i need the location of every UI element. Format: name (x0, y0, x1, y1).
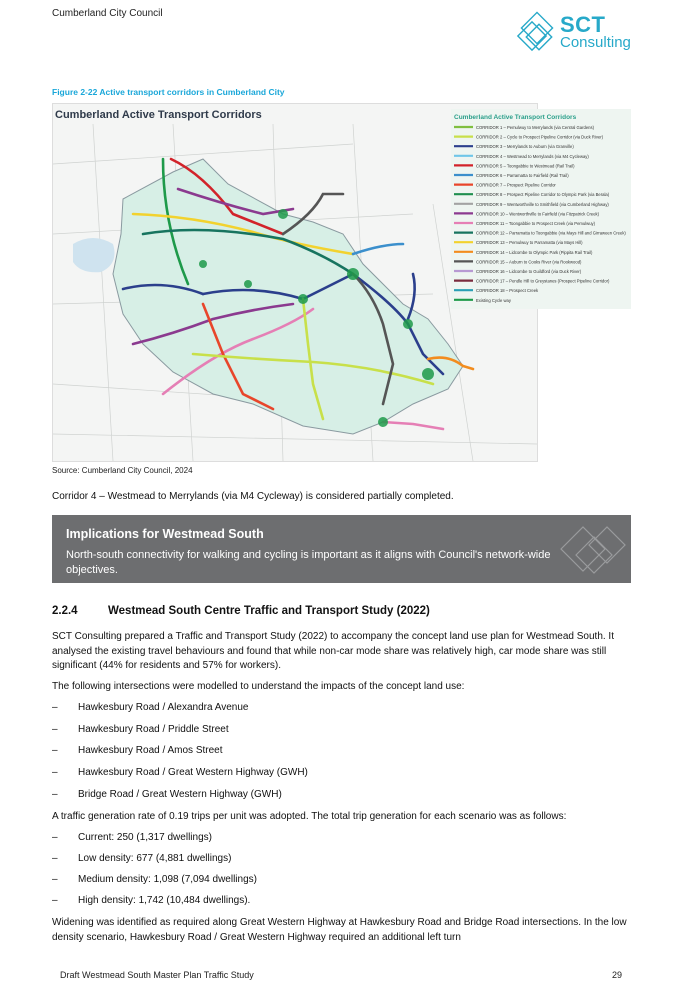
figure-source: Source: Cumberland City Council, 2024 (52, 466, 193, 475)
map-title: Cumberland Active Transport Corridors (55, 109, 262, 121)
logo-text-consulting: Consulting (560, 34, 631, 51)
list-item: – Low density: 677 (4,881 dwellings) (52, 853, 232, 864)
header-organisation: Cumberland City Council (52, 8, 163, 19)
legend-label: CORRIDOR 5 – Toongabbie to Westmead (Rail Trail) (476, 163, 575, 169)
legend-label: CORRIDOR 14 – Lidcombe to Olympic Park (Pippita Rail Trail) (476, 249, 593, 255)
list-item: – Medium density: 1,098 (7,094 dwellings) (52, 874, 257, 885)
legend-label: CORRIDOR 7 – Prospect Pipeline Corridor (476, 182, 556, 188)
callout-decoration (531, 515, 631, 583)
legend-label: CORRIDOR 3 – Merrylands to Auburn (via Granville) (476, 144, 574, 150)
list-item: – Hawkesbury Road / Priddle Street (52, 724, 229, 735)
active-transport-map (52, 103, 626, 462)
list-item: – Bridge Road / Great Western Highway (GWH) (52, 789, 282, 800)
paragraph: The following intersections were modelled to understand the impacts of the concept land use: (52, 681, 465, 692)
paragraph: SCT Consulting prepared a Traffic and Transport Study (2022) to accompany the concept land use plan for Westmead South. It analysed the existing travel behaviours and found that while non-car mode share was relatively high, car mode share was still significant (44% for residents and 57% for workers). (52, 631, 614, 671)
paragraph: A traffic generation rate of 0.19 trips per unit was adopted. The total trip generation for each scenario was as follows: (52, 811, 567, 822)
map-node (298, 294, 308, 304)
section-title: Westmead South Centre Traffic and Transport Study (2022) (108, 605, 430, 617)
map-node (199, 260, 207, 268)
legend-label: CORRIDOR 15 – Auburn to Cooks River (via Rookwood) (476, 259, 582, 265)
section-number: 2.2.4 (52, 605, 78, 617)
callout-title: Implications for Westmead South (66, 527, 264, 541)
corridor-line (383, 422, 443, 429)
legend-label: CORRIDOR 18 – Prospect Creek (476, 288, 539, 294)
corridor-note: Corridor 4 – Westmead to Merrylands (via M4 Cycleway) is considered partially completed. (52, 491, 454, 502)
list-item: – High density: 1,742 (10,484 dwellings). (52, 895, 251, 906)
page-number: 29 (612, 970, 623, 980)
legend-label: CORRIDOR 12 – Parramatta to Toongabbie (via Mays Hill and Girraween Creek) (476, 230, 626, 236)
legend-label: CORRIDOR 11 – Toongabbie to Prospect Creek (via Pemulwuy) (476, 221, 596, 226)
map-node (378, 417, 388, 427)
section-heading (52, 605, 430, 617)
footer-document-title: Draft Westmead South Master Plan Traffic Study (60, 970, 254, 980)
list-item: – Hawkesbury Road / Alexandra Avenue (52, 702, 249, 713)
list-item: – Hawkesbury Road / Great Western Highway (GWH) (52, 767, 308, 778)
legend-label: CORRIDOR 9 – Wentworthville to Smithfield (via Cumberland Highway) (476, 201, 609, 207)
sct-logo (516, 8, 640, 58)
callout-body: North-south connectivity for walking and cycling is important as it aligns with Council's network-wide objectives. (66, 549, 551, 576)
logo-text-sct: SCT (560, 12, 606, 37)
map-node (403, 319, 413, 329)
map-node (244, 280, 252, 288)
legend-label: CORRIDOR 17 – Pendle Hill to Greystanes (Prospect Pipeline Corridor) (476, 278, 610, 284)
legend-label: CORRIDOR 10 – Wentworthville to Fairfield (via Fitzpatrick Creek) (476, 211, 600, 217)
map-legend-graphic (451, 109, 631, 309)
legend-label: CORRIDOR 2 – Cycle to Prospect Pipeline Corridor (via Duck River) (476, 134, 604, 140)
legend-label: CORRIDOR 6 – Parramatta to Fairfield (Rail Trail) (476, 173, 569, 178)
figure-caption: Figure 2-22 Active transport corridors in Cumberland City (52, 87, 285, 97)
list-item: – Hawkesbury Road / Amos Street (52, 745, 223, 756)
reservoir-shape (73, 238, 115, 272)
legend-label: CORRIDOR 16 – Lidcombe to Guildford (via Duck River) (476, 269, 582, 274)
list-item: – Current: 250 (1,317 dwellings) (52, 832, 212, 843)
paragraph: Widening was identified as required along Great Western Highway at Hawkesbury Road and Bridge Road intersections. In the low density scenario, Hawkesbury Road / Great Western Highway required an additional left turn (52, 917, 627, 943)
map-node (422, 368, 434, 380)
legend-label: Existing Cycle way (476, 297, 511, 303)
legend-label: CORRIDOR 1 – Pemulwuy to Merrylands (via Central Gardens) (476, 125, 594, 130)
sct-logo-icon (516, 8, 560, 58)
legend-label: CORRIDOR 4 – Westmead to Merrylands (via M4 Cycleway) (476, 153, 589, 159)
legend-title: Cumberland Active Transport Corridors (454, 114, 577, 121)
map-legend (451, 109, 633, 314)
legend-label: CORRIDOR 13 – Pemulwuy to Parramatta (via Mays Hill) (476, 240, 583, 246)
legend-label: CORRIDOR 8 – Prospect Pipeline Corridor to Olympic Park (via Berala) (476, 192, 610, 198)
implications-callout (52, 515, 631, 583)
map-node (347, 268, 359, 280)
map-node (278, 209, 288, 219)
